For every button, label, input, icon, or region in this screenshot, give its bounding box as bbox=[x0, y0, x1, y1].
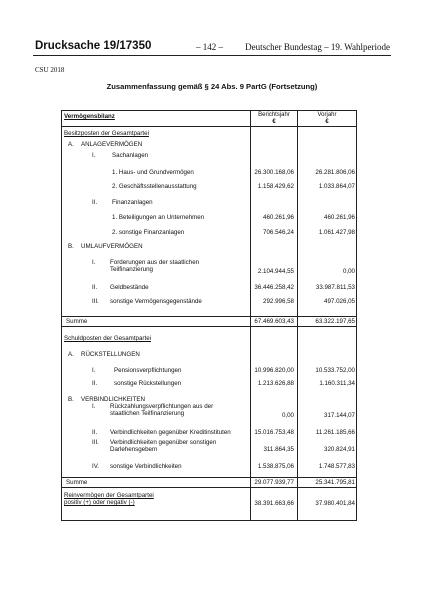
section-b-number: B. bbox=[68, 243, 74, 250]
table-cell-previous: 460.261,96 bbox=[324, 214, 355, 221]
liabilities-sum-top-rule bbox=[61, 477, 357, 478]
table-cell-previous: 0,00 bbox=[342, 268, 355, 275]
column-header-current bbox=[251, 112, 297, 125]
table-cell-current: 292.996,58 bbox=[263, 298, 294, 305]
page-number: – 142 – bbox=[196, 42, 223, 52]
column-header-previous bbox=[298, 112, 356, 125]
table-row-label-cont: staatlichen Teilfinanzierung bbox=[110, 410, 185, 417]
table-row-label: Verbindlichkeiten gegenüber sonstigen bbox=[110, 439, 217, 446]
liabilities-sum-current: 29.077.939,77 bbox=[254, 479, 294, 486]
assets-sum-bottom-rule bbox=[61, 326, 357, 327]
table-cell-current: 1.158.429,62 bbox=[257, 183, 294, 190]
table-cell-current: 706.546,24 bbox=[263, 229, 294, 236]
column-header-label: Vermögensbilanz bbox=[64, 113, 115, 120]
table-cell-current: 26.300.168,06 bbox=[254, 169, 294, 176]
previous-year-label: Vorjahr bbox=[317, 112, 337, 118]
previous-currency: € bbox=[325, 118, 329, 125]
net-assets-previous: 37.980.401,84 bbox=[315, 500, 355, 507]
table-cell-current: 36.446.258,42 bbox=[254, 284, 294, 291]
table-cell-current: 0,00 bbox=[281, 412, 294, 419]
table-cell-previous: 1.748.577,83 bbox=[318, 463, 355, 470]
table-cell-current: 1.538.875,06 bbox=[257, 463, 294, 470]
table-row-number: II. bbox=[92, 380, 98, 387]
table-row-number: II. bbox=[92, 284, 98, 291]
table-row-label: 1. Beteiligungen an Unternehmen bbox=[112, 214, 205, 221]
table-cell-current: 311.864,35 bbox=[263, 446, 294, 453]
table-row-label: sonstige Verbindlichkeiten bbox=[110, 463, 182, 470]
table-cell-previous: 10.533.752,00 bbox=[315, 367, 355, 374]
section-b-title: UMLAUFVERMÖGEN bbox=[81, 243, 143, 250]
assets-sum-previous: 63.322.197,65 bbox=[315, 318, 355, 325]
table-cell-previous: 1.033.864,07 bbox=[318, 183, 355, 190]
section-a-number: A. bbox=[68, 351, 74, 358]
net-assets-label: Reinvermögen der Gesamtpartei bbox=[64, 492, 154, 499]
party-label: CSU 2018 bbox=[35, 66, 65, 74]
table-cell-current: 2.104.944,55 bbox=[257, 268, 294, 275]
table-row-label: Geldbestände bbox=[110, 284, 149, 291]
table-cell-previous: 320.824,91 bbox=[324, 446, 355, 453]
table-row-number: I. bbox=[92, 367, 96, 374]
table-row-label-cont: Teilfinanzierung bbox=[110, 266, 153, 273]
table-row-label: 2. sonstige Finanzanlagen bbox=[112, 229, 185, 236]
section-a-title: ANLAGEVERMÖGEN bbox=[81, 141, 143, 148]
table-row-label: 2. Geschäftsstellenausstattung bbox=[112, 183, 197, 190]
section-a-title: RÜCKSTELLUNGEN bbox=[81, 351, 140, 358]
finanzanlagen-number: II. bbox=[92, 199, 98, 206]
sachanlagen-number: I. bbox=[92, 152, 96, 159]
table-row-label: Rückzahlungsverpflichtungen aus der bbox=[110, 403, 214, 410]
liabilities-sum-label: Summe bbox=[66, 479, 88, 486]
table-cell-current: 1.213.626,88 bbox=[257, 380, 294, 387]
table-cell-previous: 1.160.311,34 bbox=[319, 380, 355, 387]
table-row-label: Verbindlichkeiten gegenüber Kreditinstituten bbox=[110, 429, 231, 436]
table-row-label: Forderungen aus der staatlichen bbox=[110, 259, 200, 266]
sachanlagen-title: Sachanlagen bbox=[112, 152, 149, 159]
table-row-number: III. bbox=[92, 298, 99, 305]
assets-sum-top-rule bbox=[61, 316, 357, 317]
assets-heading: Besitzposten der Gesamtpartei bbox=[64, 130, 149, 137]
table-row-label-cont: Darlehensgebern bbox=[110, 446, 158, 453]
section-b-number: B. bbox=[68, 396, 74, 403]
liabilities-sum-previous: 25.341.795,81 bbox=[315, 479, 355, 486]
liabilities-sum-bottom-rule bbox=[61, 487, 357, 488]
current-year-label: Berichtsjahr bbox=[258, 112, 290, 118]
header-row-rule bbox=[61, 126, 357, 127]
table-row-number: IV. bbox=[92, 463, 99, 470]
table-row-label: 1. Haus- und Grundvermögen bbox=[112, 169, 194, 176]
table-cell-previous: 317.144,07 bbox=[324, 412, 355, 419]
drucksache-number: 17350 bbox=[119, 40, 152, 52]
current-currency: € bbox=[272, 118, 276, 125]
net-assets-current: 38.391.663,66 bbox=[254, 500, 294, 507]
table-row-number: I. bbox=[92, 259, 96, 266]
table-row-label: sonstige Vermögensgegenstände bbox=[110, 298, 202, 305]
table-cell-previous: 1.061.427,98 bbox=[318, 229, 355, 236]
table-row-label: sonstige Rückstellungen bbox=[114, 380, 182, 387]
table-row-label: Pensionsverpflichtungen bbox=[114, 367, 182, 374]
table-cell-current: 10.996.820,00 bbox=[254, 367, 294, 374]
table-cell-previous: 11.261.185,66 bbox=[315, 429, 355, 436]
net-assets-sign-label: positiv (+) oder negativ (-) bbox=[64, 499, 135, 506]
table-cell-current: 15.016.753,48 bbox=[254, 429, 294, 436]
table-row-number: II. bbox=[92, 429, 98, 436]
parliament-label: Deutscher Bundestag – 19. Wahlperiode bbox=[245, 42, 390, 52]
table-cell-previous: 33.987.811,53 bbox=[315, 284, 355, 291]
table-cell-previous: 26.281.806,06 bbox=[315, 169, 355, 176]
table-cell-previous: 497.026,05 bbox=[324, 298, 355, 305]
table-row-number: III. bbox=[92, 439, 99, 446]
finanzanlagen-title: Finanzanlagen bbox=[112, 199, 153, 206]
section-b-title: VERBINDLICHKEITEN bbox=[81, 396, 145, 403]
table-row-number: I. bbox=[92, 403, 96, 410]
liabilities-heading: Schuldposten der Gesamtpartei bbox=[64, 335, 152, 342]
drucksache-label bbox=[35, 40, 151, 52]
table-cell-current: 460.261,96 bbox=[263, 214, 294, 221]
section-a-number: A. bbox=[68, 141, 74, 148]
page-title: Zusammenfassung gemäß § 24 Abs. 9 PartG (Fortsetzung) bbox=[106, 82, 318, 91]
assets-sum-current: 67.469.603,43 bbox=[254, 318, 294, 325]
drucksache-prefix: Drucksache 19/ bbox=[35, 40, 120, 52]
header-divider bbox=[33, 55, 391, 56]
assets-sum-label: Summe bbox=[66, 318, 88, 325]
